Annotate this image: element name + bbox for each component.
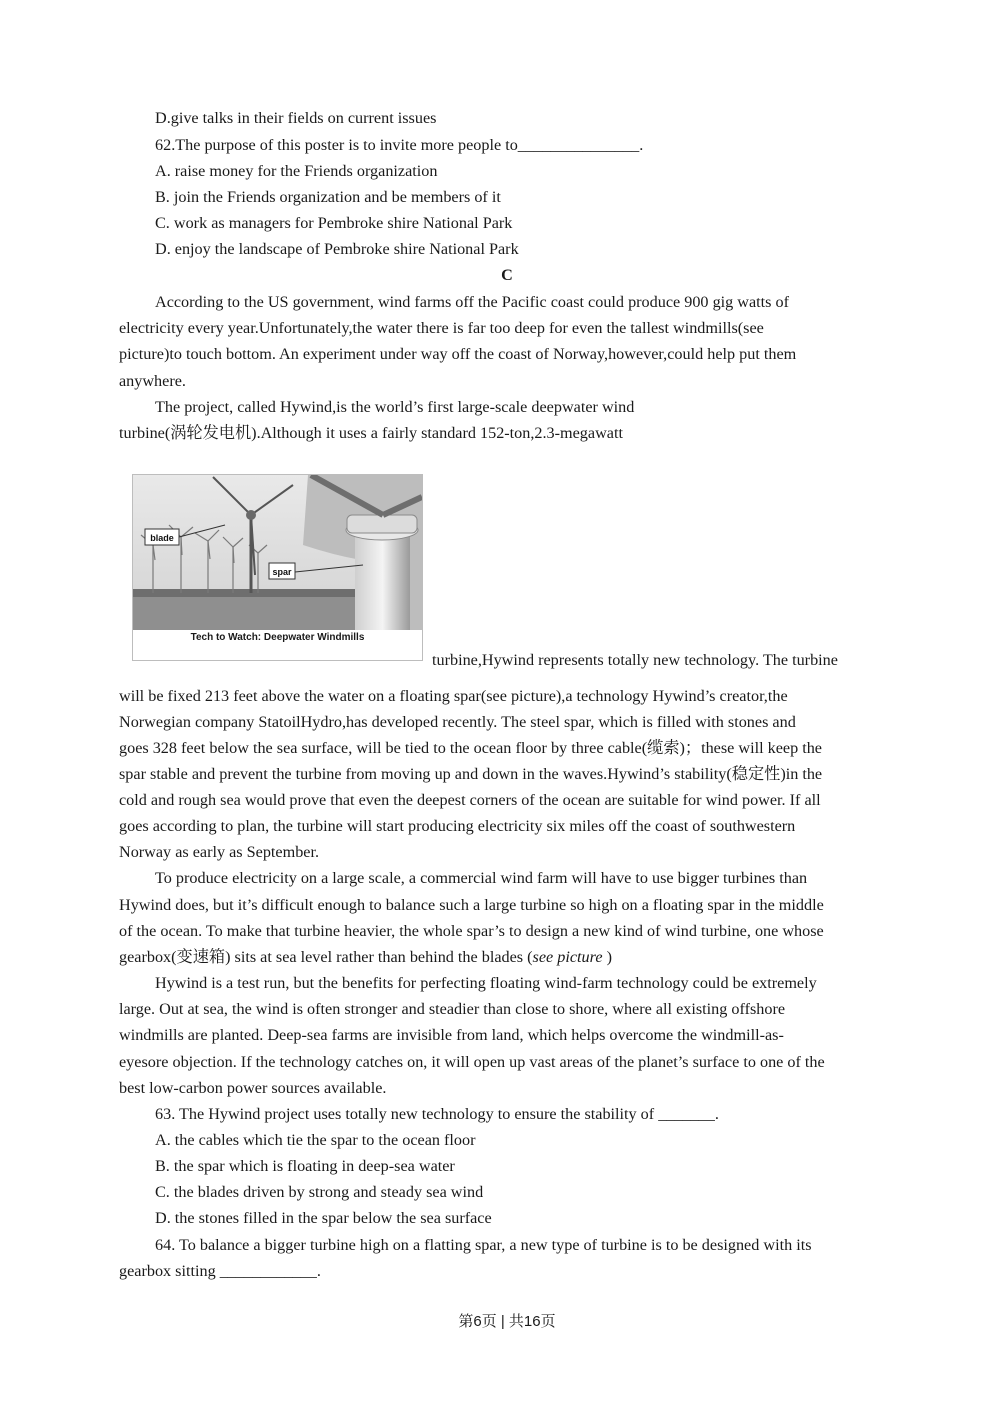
figure-caption: Tech to Watch: Deepwater Windmills	[190, 632, 365, 643]
passage-line: cold and rough sea would prove that even the deepest corners of the ocean are suitable for wind power. If all	[119, 791, 821, 809]
passage-line: Norway as early as September.	[119, 843, 320, 861]
passage-line: of the ocean. To make that turbine heavier, the whole spar’s to design a new kind of wind turbine, one whose	[119, 922, 824, 940]
q64-stem-continued: gearbox sitting ____________.	[119, 1262, 321, 1280]
q63-option-c: C. the blades driven by strong and steady sea wind	[155, 1183, 484, 1201]
q62-option-a: A. raise money for the Friends organization	[155, 162, 438, 180]
q61-option-d: D.give talks in their fields on current issues	[155, 109, 437, 127]
passage-line: The project, called Hywind,is the world’s first large-scale deepwater wind	[155, 398, 635, 416]
windmill-illustration	[133, 475, 422, 630]
windmill-figure	[132, 474, 423, 661]
q62-option-d: D. enjoy the landscape of Pembroke shire National Park	[155, 240, 519, 258]
passage-line: goes according to plan, the turbine will start producing electricity six miles off the coast of southwestern	[119, 817, 796, 835]
passage-line: eyesore objection. If the technology catches on, it will open up vast areas of the planet’s surface to one of the	[119, 1053, 825, 1071]
q63-option-a: A. the cables which tie the spar to the ocean floor	[155, 1131, 476, 1149]
passage-line: will be fixed 213 feet above the water on a floating spar(see picture),a technology Hywind’s creator,the	[119, 687, 788, 705]
passage-line: spar stable and prevent the turbine from moving up and down in the waves.Hywind’s stability(稳定性)in the	[119, 765, 823, 783]
passage-emphasis: see picture	[532, 948, 603, 966]
q62-option-b: B. join the Friends organization and be members of it	[155, 188, 501, 206]
passage-line: Hywind is a test run, but the benefits for perfecting floating wind-farm technology could be extremely	[155, 974, 817, 992]
passage-line: windmills are planted. Deep-sea farms are invisible from land, which helps overcome the windmill-as-	[119, 1026, 784, 1044]
passage-text: gearbox(变速箱) sits at sea level rather than behind the blades (	[119, 948, 533, 966]
passage-line: To produce electricity on a large scale, a commercial wind farm will have to use bigger turbines than	[155, 869, 808, 887]
q63-stem: 63. The Hywind project uses totally new technology to ensure the stability of _______.	[155, 1105, 719, 1123]
passage-line: turbine,Hywind represents totally new technology. The turbine	[432, 651, 838, 669]
passage-line: large. Out at sea, the wind is often stronger and steadier than close to shore, where all existing offshore	[119, 1000, 786, 1018]
q62-stem: 62.The purpose of this poster is to invite more people to_______________.	[155, 136, 644, 154]
passage-text: )	[602, 948, 612, 966]
passage-line: Norwegian company StatoilHydro,has developed recently. The steel spar, which is filled with stones and	[119, 713, 796, 731]
passage-line: best low-carbon power sources available.	[119, 1079, 387, 1097]
section-heading: C	[501, 266, 513, 284]
passage-line: goes 328 feet below the sea surface, will be tied to the ocean floor by three cable(缆索)；these will keep the	[119, 739, 822, 757]
blade-label: blade	[150, 533, 174, 543]
passage-line: According to the US government, wind farms off the Pacific coast could produce 900 gig watts of	[155, 293, 790, 311]
passage-line: anywhere.	[119, 372, 186, 390]
passage-line: Hywind does, but it’s difficult enough to balance such a large turbine so high on a floating spar in the middle	[119, 896, 824, 914]
spar-label: spar	[272, 567, 292, 577]
passage-line	[119, 947, 612, 967]
passage-line: picture)to touch bottom. An experiment under way off the coast of Norway,however,could help put them	[119, 345, 797, 363]
page-footer: 第6页 | 共16页	[458, 1313, 556, 1330]
q62-option-c: C. work as managers for Pembroke shire National Park	[155, 214, 513, 232]
q64-stem: 64. To balance a bigger turbine high on a flatting spar, a new type of turbine is to be designed with its	[155, 1236, 812, 1254]
q63-option-b: B. the spar which is floating in deep-sea water	[155, 1157, 455, 1175]
passage-line: turbine(涡轮发电机).Although it uses a fairly standard 152-ton,2.3-megawatt	[119, 424, 623, 442]
passage-line: electricity every year.Unfortunately,the water there is far too deep for even the tallest windmills(see	[119, 319, 764, 337]
q63-option-d: D. the stones filled in the spar below the sea surface	[155, 1209, 492, 1227]
